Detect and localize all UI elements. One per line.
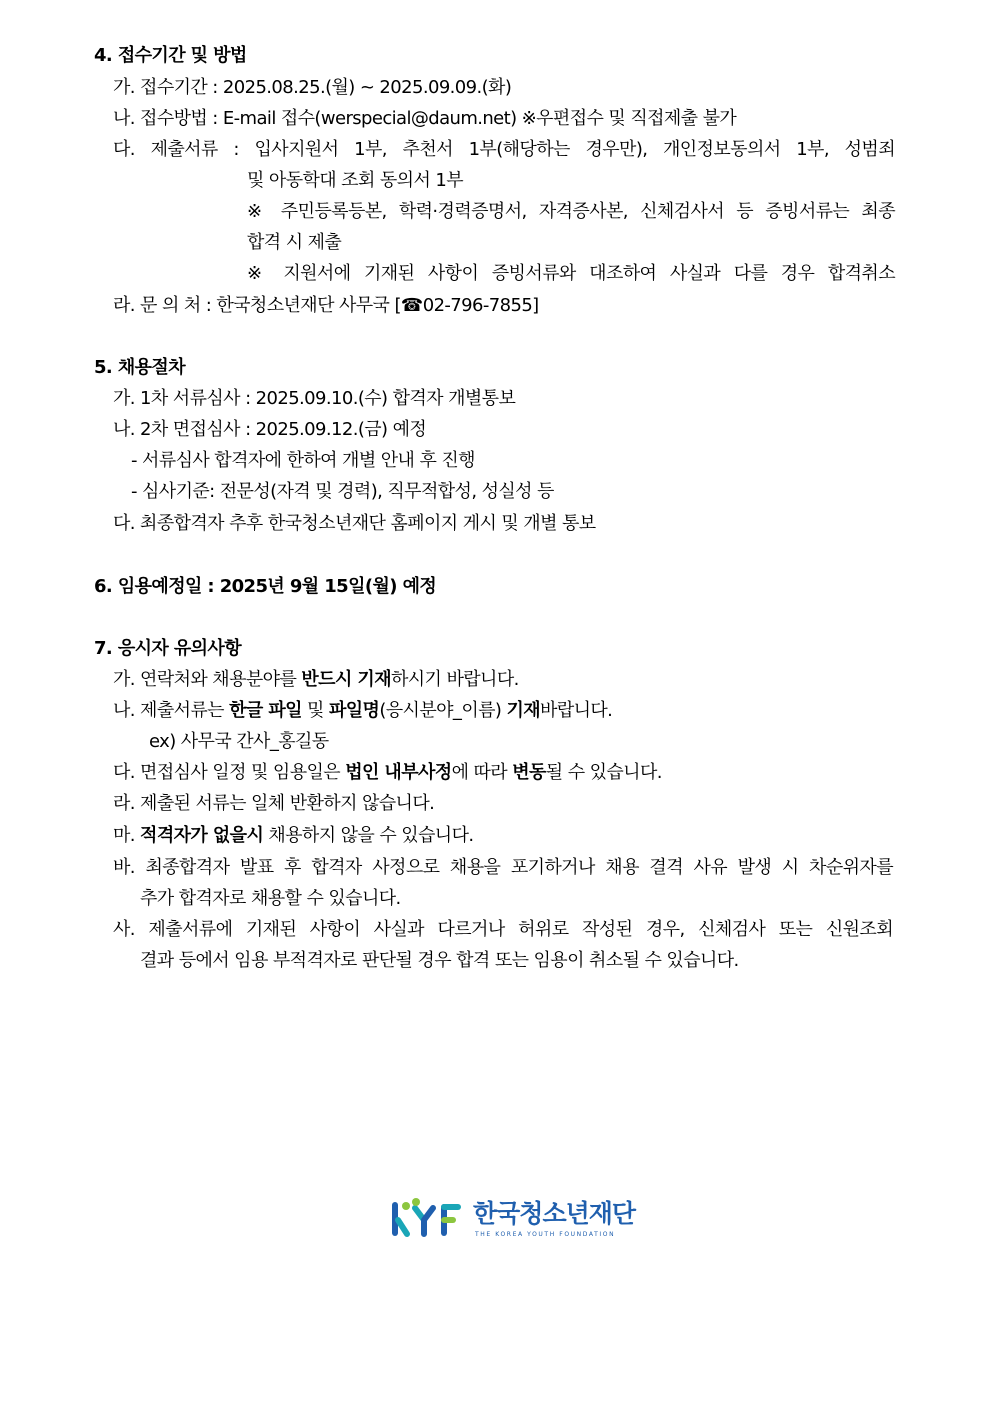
s5-final: 다. 최종합격자 추후 한국청소년재단 홈페이지 게시 및 개별 통보	[113, 513, 596, 534]
s5-second-review-note2: - 심사기준: 전문성(자격 및 경력), 직무적합성, 성실성 등	[131, 481, 554, 502]
s4-note1-line2: 합격 시 제출	[247, 232, 342, 253]
s4-documents-line2: 및 아동학대 조회 동의서 1부	[247, 170, 464, 191]
s7-item-e	[113, 824, 474, 848]
kyf-logo-mark	[389, 1196, 465, 1240]
s7-b-text-end: 바랍니다.	[540, 700, 613, 721]
section-6-title: 6. 임용예정일 : 2025년 9월 15일(월) 예정	[94, 576, 437, 597]
s7-c-text: 다. 면접심사 일정 및 임용일은	[113, 762, 346, 783]
s7-b-bold3: 기재	[506, 700, 541, 721]
s4-note1-line1: ※ 주민등록등본, 학력·경력증명서, 자격증사본, 신체검사서 등 증빙서류는 최종	[247, 201, 895, 222]
s7-item-b-example: ex) 사무국 간사_홍길동	[149, 731, 329, 752]
s4-contact: 라. 문 의 처 : 한국청소년재단 사무국 [☎02-796-7855]	[113, 295, 539, 316]
s7-item-g-line1: 사. 제출서류에 기재된 사항이 사실과 다르거나 허위로 작성된 경우, 신체검사 또는 신원조회	[113, 919, 893, 940]
section-7-title: 7. 응시자 유의사항	[94, 638, 242, 659]
s7-b-text-mid2: (응시분야_이름)	[379, 700, 507, 721]
logo-subtitle: THE KOREA YOUTH FOUNDATION	[475, 1231, 616, 1238]
s7-a-text: 가. 연락처와 채용분야를	[113, 669, 302, 690]
s7-b-bold1: 한글 파일	[229, 700, 302, 721]
s7-e-text: 마.	[113, 825, 141, 846]
s7-item-f-line1: 바. 최종합격자 발표 후 합격자 사정으로 채용을 포기하거나 채용 결격 사유 발생 시 차순위자를	[113, 857, 893, 878]
s5-second-review-note1: - 서류심사 합격자에 한하여 개별 안내 후 진행	[131, 450, 475, 471]
s7-item-a	[113, 668, 519, 692]
logo-name: 한국청소년재단	[473, 1199, 636, 1228]
section-5-title: 5. 채용절차	[94, 357, 185, 378]
s7-item-b	[113, 699, 612, 723]
s7-a-text-end: 하시기 바랍니다.	[390, 669, 519, 690]
s7-b-text-mid1: 및	[301, 700, 329, 721]
s4-note2: ※ 지원서에 기재된 사항이 증빙서류와 대조하여 사실과 다를 경우 합격취소	[247, 263, 895, 284]
foundation-logo	[389, 1196, 636, 1242]
s7-c-text-mid: 에 따라	[451, 762, 513, 783]
s4-documents-line1: 다. 제출서류 : 입사지원서 1부, 추천서 1부(해당하는 경우만), 개인정보동의서 1부, 성범죄	[113, 139, 895, 160]
s7-e-bold: 적격자가 없을시	[140, 825, 264, 846]
s7-c-text-end: 될 수 있습니다.	[545, 762, 662, 783]
s7-c-bold1: 법인 내부사정	[345, 762, 452, 783]
s4-method: 나. 접수방법 : E-mail 접수(werspecial@daum.net) ※우편접수 및 직접제출 불가	[113, 108, 737, 129]
section-4-title: 4. 접수기간 및 방법	[94, 45, 247, 66]
s7-e-text-end: 채용하지 않을 수 있습니다.	[263, 825, 474, 846]
s7-item-g-line2: 결과 등에서 임용 부적격자로 판단될 경우 합격 또는 임용이 취소될 수 있습니다.	[140, 950, 739, 971]
s7-b-bold2: 파일명	[328, 700, 380, 721]
s5-second-review: 나. 2차 면접심사 : 2025.09.12.(금) 예정	[113, 419, 427, 440]
s7-item-c	[113, 761, 662, 785]
s5-first-review: 가. 1차 서류심사 : 2025.09.10.(수) 합격자 개별통보	[113, 388, 516, 409]
s7-c-bold2: 변동	[512, 762, 546, 783]
s7-a-bold: 반드시 기재	[301, 669, 391, 690]
s4-period: 가. 접수기간 : 2025.08.25.(월) ~ 2025.09.09.(화)	[113, 77, 512, 98]
s7-b-text: 나. 제출서류는	[113, 700, 230, 721]
s7-item-f-line2: 추가 합격자로 채용할 수 있습니다.	[140, 888, 401, 909]
s7-item-d: 라. 제출된 서류는 일체 반환하지 않습니다.	[113, 793, 435, 814]
